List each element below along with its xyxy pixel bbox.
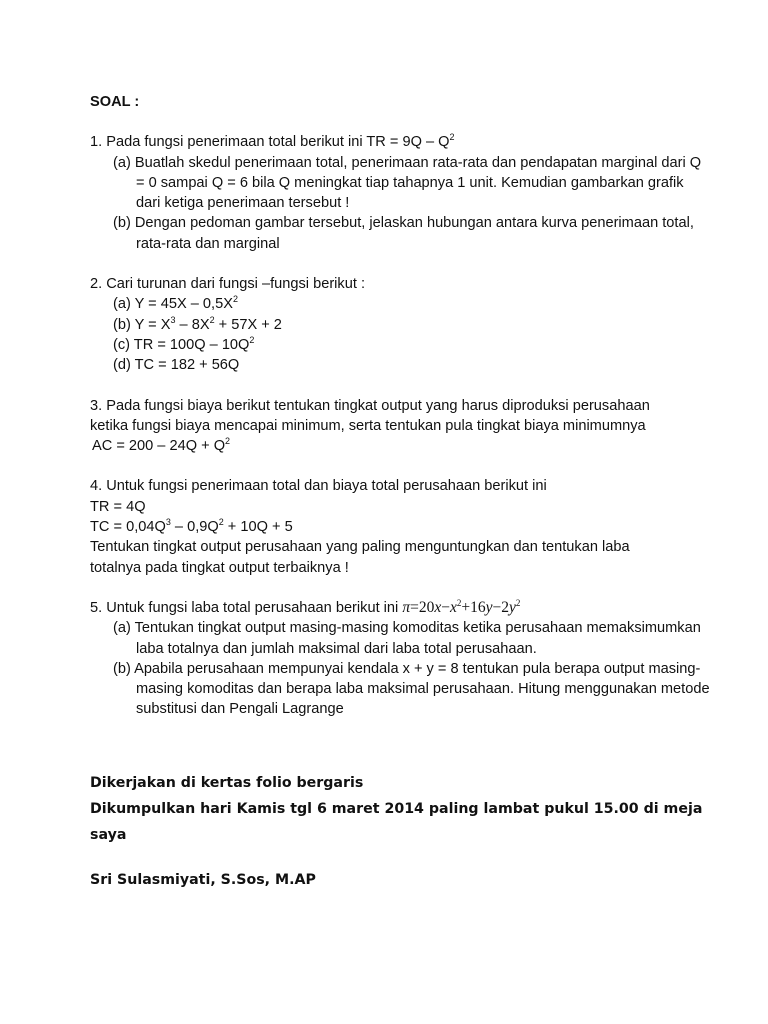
- question-4-line-1: Tentukan tingkat output perusahaan yang paling menguntungkan dan tentukan laba: [90, 539, 630, 556]
- instruction-deadline: Dikumpulkan hari Kamis tgl 6 maret 2014 paling lambat pukul 15.00 di meja saya: [90, 801, 703, 843]
- question-2-part-b: (b) $Y = X^3 - 8X^2 + 57X + 2$: [113, 314, 282, 333]
- question-4-line-2: totalnya pada tingkat output terbaiknya !: [90, 559, 349, 576]
- question-3-equation: AC = $200 - 24Q + Q^2$: [92, 436, 231, 455]
- question-1-part-a: (a) Buatlah skedul penerimaan total, penerimaan rata-rata dan pendapatan marginal dari Q = 0 sampai Q = 6 bila Q meningkat tiap tahapnya 1 unit. Kemudian gambarkan grafik dari ketiga penerimaan tersebut !: [113, 154, 702, 212]
- question-3-line-2: ketika fungsi biaya mencapai minimum, serta tentukan pula tingkat biaya minimumnya: [90, 417, 646, 434]
- page-title: SOAL :: [90, 94, 140, 110]
- question-5: [90, 598, 710, 720]
- question-2-part-a: (a) $Y = 45X - 0,5X^2$: [113, 294, 238, 313]
- question-5-stem: 5. Untuk fungsi laba total perusahaan berikut ini $\pi=20x-x^2+16y-2y^2$: [90, 597, 521, 616]
- author-signature: Sri Sulasmiyati, S.Sos, M.AP: [90, 872, 316, 888]
- question-2: [90, 274, 710, 375]
- document-body: [90, 92, 710, 720]
- question-5-part-b: (b) Apabila perusahaan mempunyai kendala x + y = 8 tentukan pula berapa output masing-masing komoditas dan berapa laba maksimal perusahaan. Hitung menggunakan metode substitusi dan Pengali Lagrange: [113, 660, 710, 718]
- question-2-stem: 2. Cari turunan dari fungsi –fungsi berikut :: [90, 276, 366, 293]
- question-4-stem: 4. Untuk fungsi penerimaan total dan biaya total perusahaan berikut ini: [90, 478, 547, 495]
- question-4-tr: TR = 4Q: [90, 498, 146, 515]
- question-5-part-a: (a) Tentukan tingkat output masing-masing komoditas ketika perusahaan memaksimumkan laba totalnya dan jumlah maksimal dari laba total perusahaan.: [113, 620, 701, 657]
- instruction-paper: Dikerjakan di kertas folio bergaris: [90, 775, 364, 791]
- question-4-tc: TC = $0,04Q^3 - 0,9Q^2 + 10Q + 5$: [90, 517, 293, 536]
- question-1-stem: 1. Pada fungsi penerimaan total berikut ini TR = $9Q - Q^2$: [90, 132, 455, 151]
- question-4: [90, 476, 710, 577]
- question-2-part-c: (c) TR = $100Q - 10Q^2$: [113, 334, 255, 353]
- question-1: [90, 132, 710, 254]
- profit-function-equation: $\pi=20x-x^2+16y-2y^2$: [402, 597, 521, 616]
- question-1-part-b: (b) Dengan pedoman gambar tersebut, jelaskan hubungan antara kurva penerimaan total, rata-rata dan marginal: [113, 215, 694, 252]
- question-3-line-1: 3. Pada fungsi biaya berikut tentukan tingkat output yang harus diproduksi perusahaan: [90, 397, 650, 414]
- question-3: [90, 396, 710, 457]
- instructions-footer: [90, 770, 730, 848]
- question-2-part-d: (d) TC = 182 + 56Q: [113, 357, 240, 374]
